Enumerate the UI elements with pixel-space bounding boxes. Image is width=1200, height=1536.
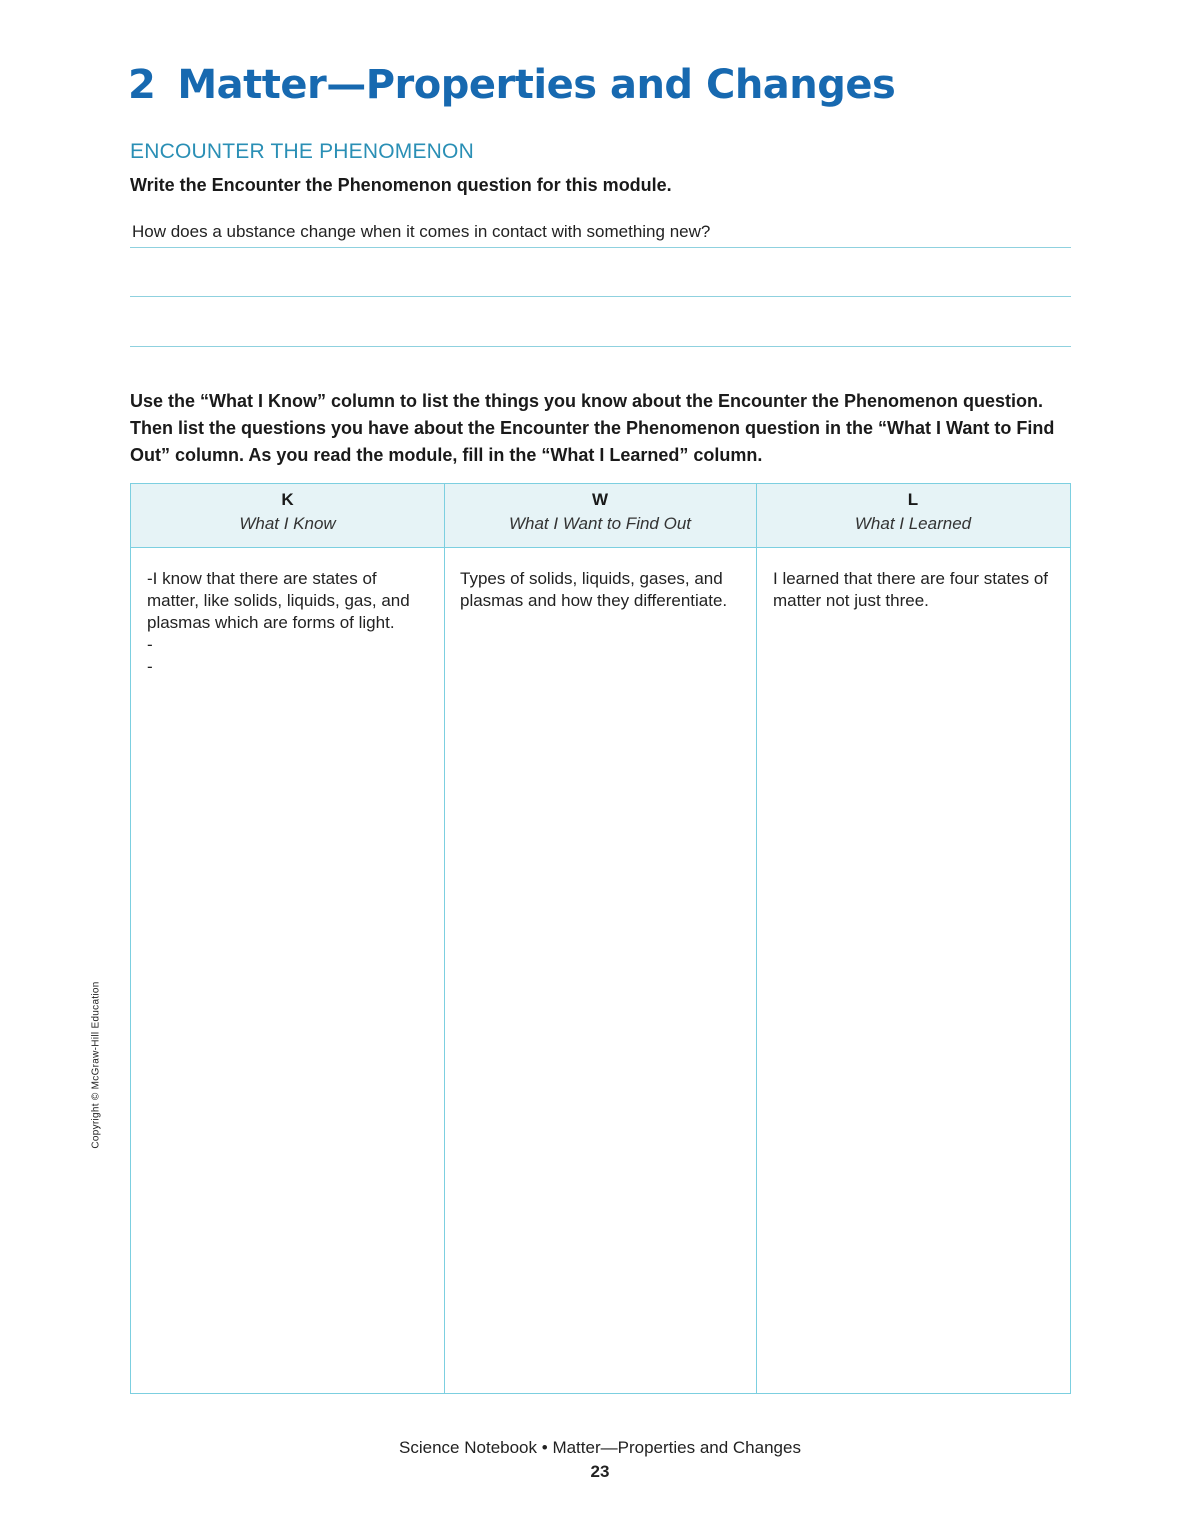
column-letter: K: [281, 490, 294, 509]
want-entry: Types of solids, liquids, gases, and plasmas and how they differentiate.: [460, 569, 728, 610]
know-entry: -I know that there are states of matter, like solids, liquids, gas, and plasmas which are forms of light.: [147, 569, 410, 632]
module-title: Matter—Properties and Changes: [177, 62, 896, 108]
column-letter: W: [591, 490, 609, 509]
kwl-header-k: [131, 484, 444, 546]
copyright-text: Copyright © McGraw-Hill Education: [90, 981, 102, 1149]
footer-separator: •: [541, 1438, 548, 1457]
section-heading: ENCOUNTER THE PHENOMENON: [130, 140, 474, 163]
kwl-cell-know[interactable]: [147, 568, 432, 678]
answer-line: [130, 296, 1071, 297]
page-title: [128, 62, 895, 108]
column-letter: L: [907, 490, 919, 509]
answer-line: [130, 247, 1071, 248]
know-entry: -: [147, 635, 153, 654]
footer-brand: Science Notebook: [399, 1438, 538, 1457]
learned-entry: I learned that there are four states of matter not just three.: [773, 569, 1048, 610]
know-entry: -: [147, 657, 153, 676]
page-footer: [0, 1438, 1200, 1458]
kwl-chart: [130, 483, 1071, 1394]
kwl-header-l: [756, 484, 1070, 546]
kwl-cell-want[interactable]: [460, 568, 745, 612]
column-divider: [756, 484, 757, 1393]
kwl-cell-learned[interactable]: [773, 568, 1058, 612]
kwl-header-w: [444, 484, 756, 546]
column-subtitle: What I Know: [239, 514, 336, 533]
answer-line: [130, 346, 1071, 347]
column-divider: [444, 484, 445, 1393]
column-subtitle: What I Want to Find Out: [508, 514, 692, 533]
kwl-instructions: Use the “What I Know” column to list the things you know about the Encounter the Phenomenon question. Then list the questions you have about the Encounter the Phenomenon question in the “What I Want to Find Out” column. As you read the module, fill in the “What I Learned” column.: [130, 391, 1055, 465]
encounter-answer[interactable]: How does a ubstance change when it comes in contact with something new?: [132, 222, 711, 241]
encounter-prompt: Write the Encounter the Phenomenon question for this module.: [130, 175, 672, 195]
column-subtitle: What I Learned: [854, 514, 972, 533]
page-number: 23: [590, 1462, 610, 1481]
module-number: 2: [128, 62, 156, 108]
footer-module-title: Matter—Properties and Changes: [552, 1438, 801, 1457]
